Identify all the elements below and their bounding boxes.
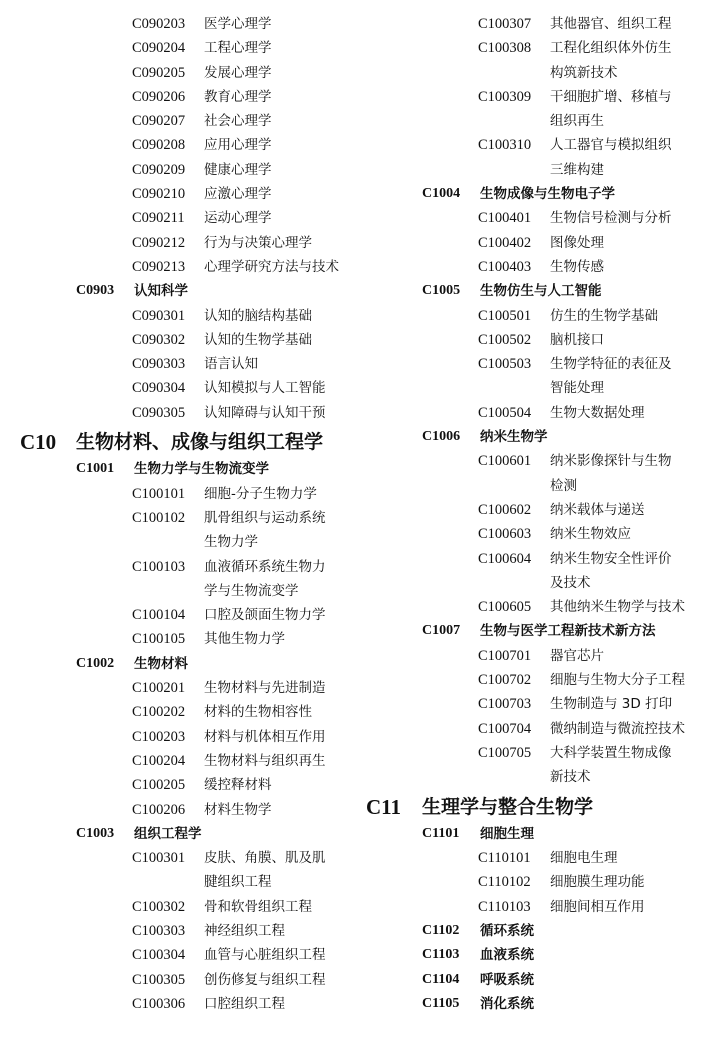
- subsection-heading: [366, 182, 706, 206]
- entry-title: 细胞间相互作用: [550, 898, 645, 915]
- subsection-heading: [366, 822, 706, 846]
- entry-title: 社会心理学: [204, 113, 272, 130]
- list-item: [366, 85, 706, 134]
- entry-code: C1101: [422, 825, 460, 841]
- list-item: [366, 449, 706, 498]
- entry-title: 认知障碍与认知干预: [204, 404, 326, 421]
- entry-code: C100306: [132, 995, 186, 1012]
- entry-code: C100705: [478, 744, 532, 761]
- list-item: [366, 352, 706, 401]
- list-item: [366, 133, 706, 182]
- list-item: [366, 231, 706, 255]
- entry-title: 发展心理学: [204, 64, 272, 81]
- entry-title: 生物仿生与人工智能: [480, 283, 602, 300]
- entry-code: C100501: [478, 307, 532, 324]
- entry-code: C100202: [132, 704, 186, 721]
- section-heading: [20, 430, 350, 454]
- entry-code: C090203: [132, 16, 186, 32]
- list-item: [366, 547, 706, 596]
- entry-code: C090207: [132, 113, 186, 130]
- entry-title: 纳米生物安全性评价 及技术: [550, 550, 672, 591]
- entry-code: C090305: [132, 404, 186, 421]
- entry-title: 行为与决策心理学: [204, 234, 312, 251]
- entry-title: 纳米影像探针与生物 检测: [550, 453, 672, 494]
- list-item: [20, 255, 350, 279]
- entry-title: 材料与机体相互作用: [204, 728, 326, 745]
- list-item: [20, 12, 350, 36]
- entry-title: 口腔及颌面生物力学: [204, 607, 326, 624]
- entry-title: 器官芯片: [550, 647, 604, 664]
- entry-title: 其他器官、组织工程: [550, 16, 672, 32]
- subsection-heading: [20, 279, 350, 303]
- entry-title: 口腔组织工程: [204, 995, 285, 1012]
- entry-code: C1003: [76, 825, 115, 841]
- entry-code: C100603: [478, 526, 532, 543]
- list-item: [20, 231, 350, 255]
- list-item: [20, 36, 350, 60]
- entry-code: C100308: [478, 40, 532, 57]
- entry-code: C100304: [132, 947, 186, 964]
- entry-code: C100503: [478, 356, 532, 373]
- subsection-heading: [20, 822, 350, 846]
- entry-code: C090208: [132, 137, 186, 154]
- entry-code: C100301: [132, 850, 186, 867]
- entry-code: C090301: [132, 307, 186, 324]
- list-item: [366, 206, 706, 230]
- entry-code: C090205: [132, 64, 186, 81]
- entry-title: 纳米载体与递送: [550, 501, 645, 518]
- entry-title: 运动心理学: [204, 210, 272, 227]
- subsection-heading: [366, 968, 706, 992]
- entry-code: C1004: [422, 186, 461, 202]
- entry-title: 生物学特征的表征及 智能处理: [550, 356, 672, 397]
- list-item: [20, 895, 350, 919]
- list-item: [20, 158, 350, 182]
- entry-code: C100604: [478, 550, 532, 567]
- entry-title: 肌骨组织与运动系统 生物力学: [204, 509, 326, 551]
- entry-code: C100205: [132, 777, 186, 794]
- entry-title: 人工器官与模拟组织 三维构建: [550, 137, 672, 178]
- list-item: [366, 401, 706, 425]
- entry-code: C100303: [132, 922, 186, 939]
- list-item: [20, 555, 350, 604]
- list-item: [366, 644, 706, 668]
- list-item: [20, 725, 350, 749]
- entry-code: C100307: [478, 16, 532, 32]
- entry-title: 纳米生物效应: [550, 526, 631, 543]
- entry-code: C090209: [132, 161, 186, 178]
- list-item: [366, 717, 706, 741]
- entry-code: C1105: [422, 995, 460, 1011]
- entry-code: C100602: [478, 501, 532, 518]
- entry-code: C1002: [76, 655, 115, 671]
- subsection-heading: [366, 943, 706, 967]
- entry-code: C090213: [132, 258, 186, 275]
- list-item: [366, 846, 706, 870]
- list-item: [20, 133, 350, 157]
- list-item: [366, 255, 706, 279]
- entry-code: C100502: [478, 331, 532, 348]
- entry-title: 图像处理: [550, 234, 604, 251]
- subsection-heading: [366, 425, 706, 449]
- left-column: [20, 12, 350, 1016]
- entry-title: 生物成像与生物电子学: [480, 186, 615, 203]
- list-item: [20, 749, 350, 773]
- list-item: [20, 992, 350, 1016]
- entry-title: 皮肤、角膜、肌及肌 腱组织工程: [204, 850, 326, 891]
- entry-title: 语言认知: [204, 356, 258, 373]
- entry-title: 骨和软骨组织工程: [204, 898, 312, 915]
- entry-code: C1006: [422, 429, 461, 445]
- entry-code: C1102: [422, 922, 460, 938]
- list-item: [20, 773, 350, 797]
- entry-code: C10: [20, 430, 57, 455]
- entry-title: 细胞生理: [480, 825, 534, 842]
- list-item: [20, 352, 350, 376]
- entry-title: 血液循环系统生物力 学与生物流变学: [204, 558, 326, 599]
- entry-title: 细胞电生理: [550, 850, 618, 867]
- entry-code: C100401: [478, 210, 532, 227]
- entry-code: C100601: [478, 453, 532, 470]
- entry-code: C100102: [132, 509, 186, 526]
- list-item: [20, 482, 350, 506]
- entry-title: 生物传感: [550, 258, 604, 275]
- entry-code: C0903: [76, 283, 115, 299]
- list-item: [20, 603, 350, 627]
- list-item: [20, 376, 350, 400]
- list-item: [366, 498, 706, 522]
- entry-code: C100105: [132, 631, 186, 648]
- entry-title: 工程心理学: [204, 40, 272, 57]
- list-item: [20, 627, 350, 651]
- entry-title: 缓控释材料: [204, 777, 272, 794]
- list-item: [20, 846, 350, 895]
- entry-code: C100504: [478, 404, 532, 421]
- entry-code: C100605: [478, 599, 532, 616]
- entry-title: 细胞膜生理功能: [550, 874, 645, 891]
- entry-code: C100104: [132, 607, 186, 624]
- entry-code: C1001: [76, 461, 115, 477]
- entry-title: 健康心理学: [204, 161, 272, 178]
- list-item: [366, 692, 706, 716]
- entry-title: 大科学装置生物成像 新技术: [550, 744, 672, 786]
- entry-title: 创伤修复与组织工程: [204, 971, 326, 988]
- entry-code: C090204: [132, 40, 186, 57]
- entry-code: C090304: [132, 380, 186, 397]
- entry-title: 循环系统: [480, 922, 534, 939]
- list-item: [20, 919, 350, 943]
- entry-title: 生理学与整合生物学: [422, 795, 594, 818]
- entry-code: C100302: [132, 898, 186, 915]
- entry-title: 工程化组织体外仿生 构筑新技术: [550, 40, 672, 81]
- entry-code: C100704: [478, 720, 532, 737]
- entry-code: C100403: [478, 258, 532, 275]
- list-item: [366, 741, 706, 790]
- list-item: [366, 304, 706, 328]
- entry-title: 生物材料与组织再生: [204, 752, 326, 769]
- list-item: [20, 968, 350, 992]
- entry-code: C100402: [478, 234, 532, 251]
- entry-title: 认知的脑结构基础: [204, 307, 312, 324]
- entry-title: 呼吸系统: [480, 971, 534, 988]
- list-item: [366, 12, 706, 36]
- entry-code: C110103: [478, 898, 531, 915]
- list-item: [20, 182, 350, 206]
- entry-title: 心理学研究方法与技术: [204, 258, 339, 275]
- entry-code: C090303: [132, 356, 186, 373]
- entry-title: 干细胞扩增、移植与 组织再生: [550, 88, 672, 130]
- entry-code: C1007: [422, 623, 461, 639]
- entry-title: 血液系统: [480, 947, 534, 964]
- entry-code: C100703: [478, 696, 532, 713]
- entry-code: C100309: [478, 88, 532, 105]
- entry-title: 血管与心脏组织工程: [204, 947, 326, 964]
- list-item: [20, 506, 350, 555]
- entry-code: C100101: [132, 485, 186, 502]
- list-item: [20, 328, 350, 352]
- entry-title: 生物材料、成像与组织工程学: [76, 431, 324, 454]
- entry-code: C100103: [132, 558, 186, 575]
- entry-code: C100702: [478, 672, 532, 689]
- entry-code: C11: [366, 794, 402, 819]
- section-heading: [366, 795, 706, 819]
- entry-code: C100305: [132, 971, 186, 988]
- list-item: [20, 206, 350, 230]
- entry-title: 细胞与生物大分子工程: [550, 672, 685, 689]
- list-item: [366, 36, 706, 85]
- entry-code: C090302: [132, 331, 186, 348]
- entry-code: C090211: [132, 210, 185, 227]
- entry-title: 应用心理学: [204, 137, 272, 154]
- list-item: [20, 109, 350, 133]
- list-item: [366, 595, 706, 619]
- entry-code: C110101: [478, 850, 531, 867]
- entry-title: 认知科学: [134, 283, 188, 300]
- entry-code: C090210: [132, 186, 186, 203]
- entry-title: 生物力学与生物流变学: [134, 461, 269, 478]
- entry-title: 生物材料: [134, 655, 188, 672]
- entry-title: 教育心理学: [204, 88, 272, 105]
- list-item: [366, 522, 706, 546]
- entry-code: C100701: [478, 647, 532, 664]
- entry-code: C1103: [422, 947, 460, 963]
- entry-title: 消化系统: [480, 995, 534, 1012]
- list-item: [366, 328, 706, 352]
- list-item: [20, 676, 350, 700]
- entry-code: C090212: [132, 234, 186, 251]
- entry-title: 材料的生物相容性: [204, 704, 312, 721]
- entry-code: C100201: [132, 680, 186, 697]
- list-item: [20, 798, 350, 822]
- entry-code: C110102: [478, 874, 531, 891]
- subsection-heading: [366, 919, 706, 943]
- list-item: [366, 895, 706, 919]
- entry-code: C100204: [132, 752, 186, 769]
- subsection-heading: [20, 457, 350, 481]
- subsection-heading: [366, 619, 706, 643]
- entry-title: 其他生物力学: [204, 631, 285, 648]
- entry-title: 认知的生物学基础: [204, 331, 312, 348]
- subsection-heading: [366, 279, 706, 303]
- entry-code: C100206: [132, 801, 186, 818]
- entry-code: C1005: [422, 283, 461, 299]
- entry-title: 生物制造与 3D 打印: [550, 696, 673, 713]
- list-item: [366, 668, 706, 692]
- entry-title: 纳米生物学: [480, 429, 548, 446]
- entry-title: 生物与医学工程新技术新方法: [480, 623, 656, 640]
- right-column: [366, 12, 706, 1016]
- entry-title: 材料生物学: [204, 801, 272, 818]
- list-item: [20, 401, 350, 425]
- entry-title: 仿生的生物学基础: [550, 307, 658, 324]
- entry-code: C090206: [132, 88, 186, 105]
- entry-title: 神经组织工程: [204, 922, 285, 939]
- subsection-heading: [20, 652, 350, 676]
- entry-title: 生物信号检测与分析: [550, 210, 672, 227]
- list-item: [20, 700, 350, 724]
- entry-title: 微纳制造与微流控技术: [550, 720, 685, 737]
- entry-title: 其他纳米生物学与技术: [550, 599, 685, 616]
- entry-code: C100203: [132, 728, 186, 745]
- entry-title: 细胞-分子生物力学: [204, 485, 317, 502]
- entry-title: 生物材料与先进制造: [204, 680, 326, 697]
- entry-title: 认知模拟与人工智能: [204, 380, 326, 397]
- entry-title: 医学心理学: [204, 16, 272, 32]
- entry-title: 脑机接口: [550, 331, 604, 348]
- entry-code: C1104: [422, 971, 460, 987]
- entry-code: C100310: [478, 137, 532, 154]
- entry-title: 应激心理学: [204, 186, 272, 203]
- list-item: [20, 943, 350, 967]
- subsection-heading: [366, 992, 706, 1016]
- entry-title: 组织工程学: [134, 825, 202, 842]
- list-item: [366, 870, 706, 894]
- list-item: [20, 304, 350, 328]
- entry-title: 生物大数据处理: [550, 404, 645, 421]
- list-item: [20, 61, 350, 85]
- list-item: [20, 85, 350, 109]
